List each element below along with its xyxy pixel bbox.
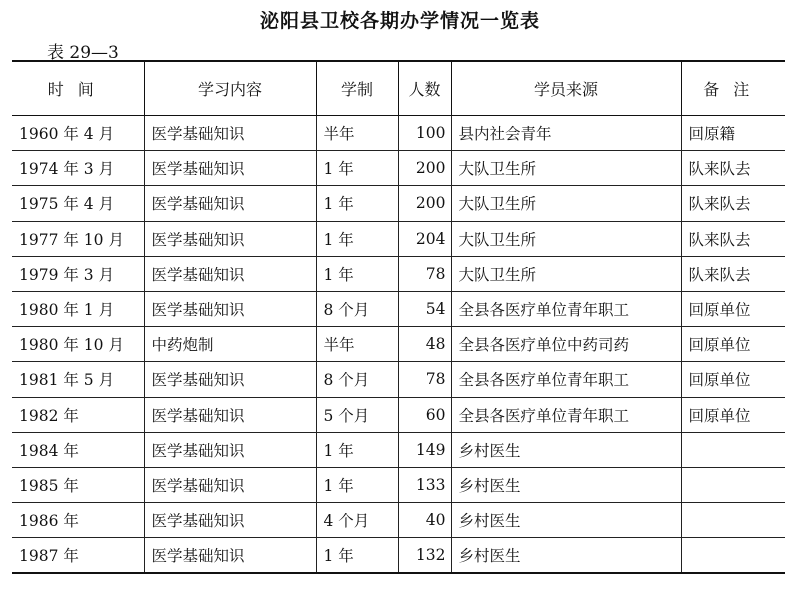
- cell-source: 乡村医生: [451, 432, 681, 467]
- cell-count: 132: [398, 538, 451, 574]
- cell-content: 医学基础知识: [144, 467, 316, 502]
- cell-source: 全县各医疗单位青年职工: [451, 362, 681, 397]
- cell-content: 医学基础知识: [144, 221, 316, 256]
- table-row: [12, 538, 785, 574]
- cell-note: 队来队去: [681, 151, 785, 186]
- cell-count: 78: [398, 362, 451, 397]
- cell-content: 医学基础知识: [144, 116, 316, 151]
- cell-note: 回原单位: [681, 327, 785, 362]
- cell-note: 回原籍: [681, 116, 785, 151]
- table-row: [12, 256, 785, 291]
- cell-time: 1960 年 4 月: [12, 116, 144, 151]
- cell-count: 200: [398, 151, 451, 186]
- cell-time: 1981 年 5 月: [12, 362, 144, 397]
- cell-content: 中药炮制: [144, 327, 316, 362]
- cell-note: [681, 467, 785, 502]
- cell-count: 200: [398, 186, 451, 221]
- cell-source: 乡村医生: [451, 538, 681, 574]
- enrollment-table: [12, 60, 785, 574]
- cell-content: 医学基础知识: [144, 362, 316, 397]
- cell-time: 1975 年 4 月: [12, 186, 144, 221]
- cell-source: 乡村医生: [451, 467, 681, 502]
- table-row: [12, 116, 785, 151]
- cell-note: 队来队去: [681, 186, 785, 221]
- cell-system: 8 个月: [316, 291, 398, 326]
- cell-note: 回原单位: [681, 397, 785, 432]
- cell-time: 1986 年: [12, 503, 144, 538]
- cell-source: 大队卫生所: [451, 186, 681, 221]
- cell-count: 204: [398, 221, 451, 256]
- cell-source: 县内社会青年: [451, 116, 681, 151]
- table-row: [12, 186, 785, 221]
- cell-source: 大队卫生所: [451, 256, 681, 291]
- cell-content: 医学基础知识: [144, 397, 316, 432]
- cell-count: 78: [398, 256, 451, 291]
- cell-count: 54: [398, 291, 451, 326]
- cell-note: 队来队去: [681, 221, 785, 256]
- table-row: [12, 221, 785, 256]
- cell-time: 1984 年: [12, 432, 144, 467]
- header-source: 学员来源: [451, 61, 681, 116]
- table-row: [12, 291, 785, 326]
- header-count: 人数: [398, 61, 451, 116]
- document-title: 泌阳县卫校各期办学情况一览表: [259, 10, 540, 32]
- cell-time: 1977 年 10 月: [12, 221, 144, 256]
- cell-time: 1980 年 1 月: [12, 291, 144, 326]
- table-row: [12, 362, 785, 397]
- cell-system: 1 年: [316, 467, 398, 502]
- cell-time: 1982 年: [12, 397, 144, 432]
- cell-content: 医学基础知识: [144, 256, 316, 291]
- cell-count: 100: [398, 116, 451, 151]
- cell-content: 医学基础知识: [144, 503, 316, 538]
- table-row: [12, 432, 785, 467]
- cell-count: 133: [398, 467, 451, 502]
- table-row: [12, 503, 785, 538]
- header-note: 备注: [681, 61, 785, 116]
- cell-time: 1974 年 3 月: [12, 151, 144, 186]
- header-time: 时间: [12, 61, 144, 116]
- cell-system: 8 个月: [316, 362, 398, 397]
- cell-system: 1 年: [316, 538, 398, 574]
- cell-system: 1 年: [316, 432, 398, 467]
- table-row: [12, 327, 785, 362]
- cell-time: 1985 年: [12, 467, 144, 502]
- cell-source: 大队卫生所: [451, 221, 681, 256]
- cell-count: 40: [398, 503, 451, 538]
- cell-note: 回原单位: [681, 291, 785, 326]
- cell-count: 48: [398, 327, 451, 362]
- cell-content: 医学基础知识: [144, 538, 316, 574]
- table-number: 表 29—3: [47, 43, 119, 63]
- table-row: [12, 467, 785, 502]
- table-row: [12, 397, 785, 432]
- cell-system: 半年: [316, 116, 398, 151]
- header-system: 学制: [316, 61, 398, 116]
- cell-system: 5 个月: [316, 397, 398, 432]
- cell-content: 医学基础知识: [144, 151, 316, 186]
- cell-source: 全县各医疗单位青年职工: [451, 397, 681, 432]
- table-body: [12, 116, 785, 574]
- cell-time: 1979 年 3 月: [12, 256, 144, 291]
- cell-time: 1987 年: [12, 538, 144, 574]
- cell-note: [681, 503, 785, 538]
- cell-system: 1 年: [316, 186, 398, 221]
- cell-content: 医学基础知识: [144, 291, 316, 326]
- cell-system: 1 年: [316, 221, 398, 256]
- header-row: [12, 61, 785, 116]
- cell-note: [681, 538, 785, 574]
- cell-source: 大队卫生所: [451, 151, 681, 186]
- cell-system: 1 年: [316, 151, 398, 186]
- cell-content: 医学基础知识: [144, 186, 316, 221]
- table-row: [12, 151, 785, 186]
- cell-system: 半年: [316, 327, 398, 362]
- cell-content: 医学基础知识: [144, 432, 316, 467]
- cell-note: [681, 432, 785, 467]
- cell-source: 全县各医疗单位青年职工: [451, 291, 681, 326]
- cell-count: 60: [398, 397, 451, 432]
- cell-source: 全县各医疗单位中药司药: [451, 327, 681, 362]
- cell-time: 1980 年 10 月: [12, 327, 144, 362]
- cell-note: 队来队去: [681, 256, 785, 291]
- cell-note: 回原单位: [681, 362, 785, 397]
- cell-count: 149: [398, 432, 451, 467]
- cell-system: 1 年: [316, 256, 398, 291]
- header-content: 学习内容: [144, 61, 316, 116]
- cell-system: 4 个月: [316, 503, 398, 538]
- cell-source: 乡村医生: [451, 503, 681, 538]
